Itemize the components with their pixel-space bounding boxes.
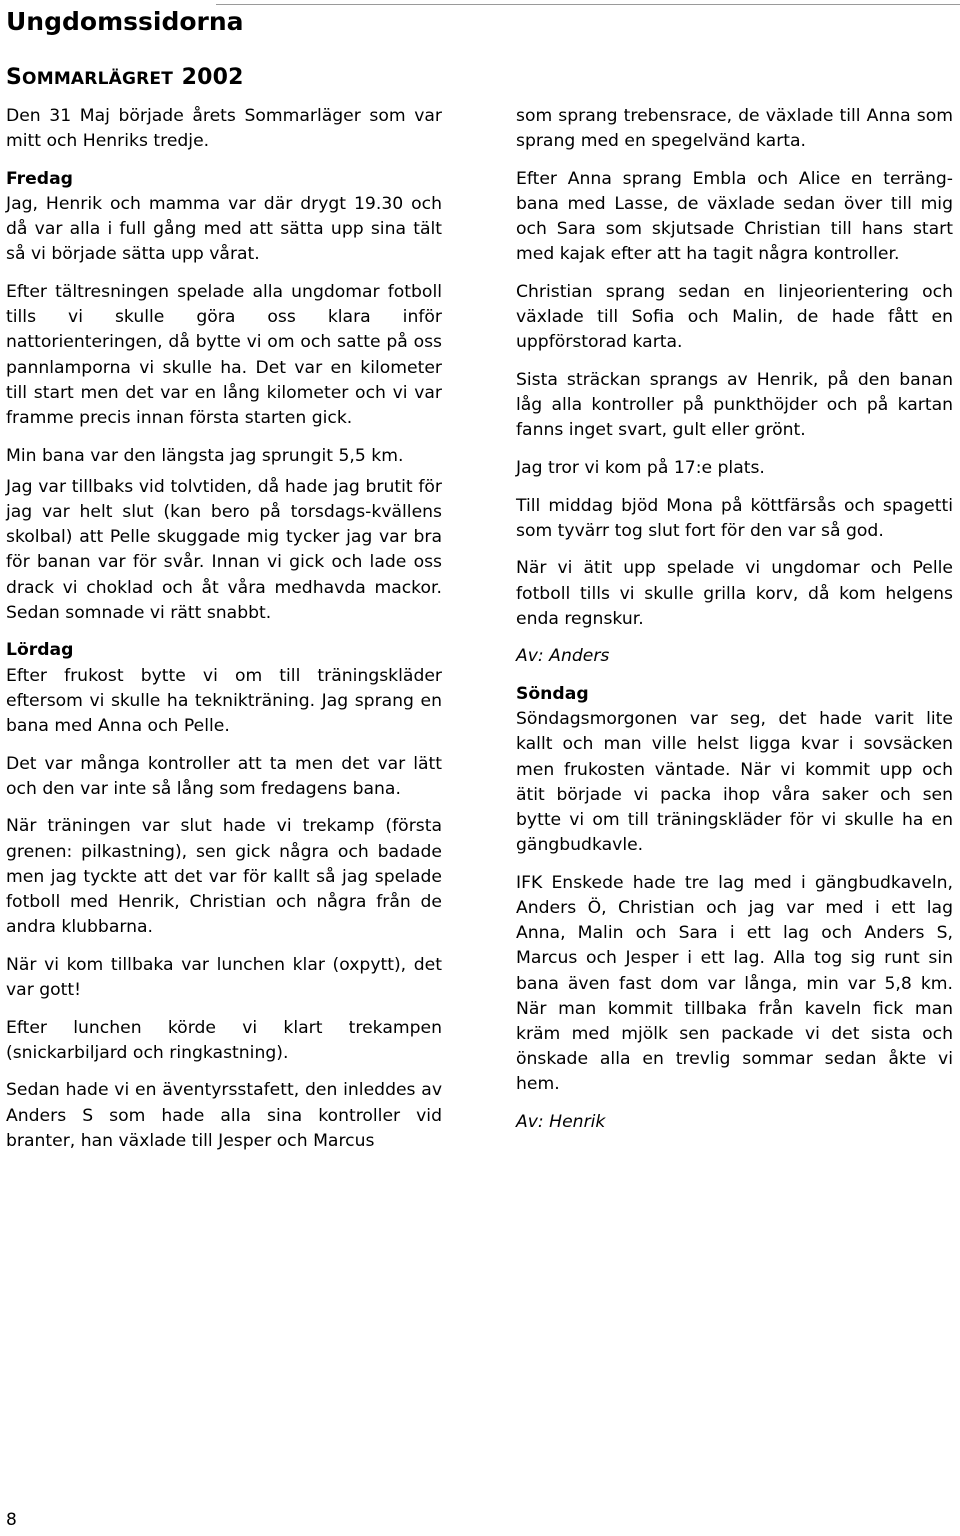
paragraph: Den 31 Maj började årets Sommarläger som var mitt och Henriks tredje. (6, 106, 442, 152)
paragraph-lordag (6, 638, 442, 739)
section-title: Ungdomssidorna (6, 7, 244, 36)
paragraph-sondag (516, 682, 953, 858)
paragraph-fredag (6, 167, 442, 268)
paragraph: Efter tältresningen spelade alla ungdomar fotboll tills vi skulle göra oss klara inför nattorienteringen, då bytte vi om och satte på oss pannlamporna vi skulle ha. Det var en kilometer till start men det var en lång kilometer och vi var framme precis innan första starten gick. (6, 282, 442, 429)
paragraph: Christian sprang sedan en linjeorientering och växlade till Sofia och Malin, de hade fått en uppförstorad karta. (516, 282, 953, 353)
article-title-caps: OMMARLÄGRET (22, 69, 174, 89)
article-title-year: 2002 (181, 65, 244, 90)
paragraph: När vi ätit upp spelade vi ungdomar och Pelle fotboll tills vi skulle grilla korv, då kom helgens enda regnskur. (516, 558, 953, 629)
paragraph: När träningen var slut hade vi trekamp (första grenen: pilkastning), sen gick några och badade men jag tyckte att det var för kallt så jag spelade fotboll med Henrik, Christian och några från de andra klubbarna. (6, 816, 442, 938)
subheading-fredag: Fredag (6, 168, 73, 189)
paragraph: Till middag bjöd Mona på köttfärsås och spagetti som tyvärr tog slut fort för den var så god. (516, 495, 953, 541)
paragraph: Min bana var den längsta jag sprungit 5,5 km. (6, 445, 404, 466)
header-rule (216, 4, 960, 5)
paragraph-text: Efter frukost bytte vi om till träningskläder eftersom vi skulle ha teknikträning. Jag sprang en bana med Anna och Pelle. (6, 665, 442, 737)
subheading-sondag: Söndag (516, 683, 589, 704)
paragraph: När vi kom tillbaka var lunchen klar (oxpytt), det var gott! (6, 954, 442, 1001)
paragraph: Efter lunchen körde vi klart trekampen (snickarbiljard och ringkastning). (6, 1017, 442, 1063)
paragraph: som sprang trebensrace, de växlade till Anna som sprang med en spegelvänd karta. (516, 106, 953, 152)
paragraph: Sista sträckan sprangs av Henrik, på den banan låg alla kontroller på punkthöjder och på kartan fanns inget svart, gult eller grönt. (516, 370, 953, 441)
subheading-lordag: Lördag (6, 640, 74, 661)
paragraph-text: Söndagsmorgonen var seg, det hade varit lite kallt och man ville helst ligga kvar i sovsäcken men frukosten väntade. När vi kommit upp och ätit började vi packa ihop våra saker och sen bytte vi om till träningskläder för vi skulle ha en gängbudkavle. (516, 709, 953, 856)
author-byline: Av: Anders (516, 646, 610, 667)
article-title (6, 61, 244, 94)
left-column (6, 104, 442, 1166)
paragraph: IFK Enskede hade tre lag med i gängbudkaveln, Anders Ö, Christian och jag var med i ett lag Anna, Malin och Sara i ett lag och Anders S, Marcus och Jesper i ett lag. Alla tog sig runt sin bana även fast dom var långa, min var 5,8 km. När man kommit tillbaka från kaveln fick man kräm med mjölk sen packade vi det sista och önskade alla en trevlig sommar sedan åkte vi hem. (516, 872, 953, 1095)
author-byline: Av: Henrik (516, 1112, 606, 1133)
paragraph: Jag var tillbaks vid tolvtiden, då hade jag brutit för jag var helt slut (kan bero på torsdags-kvällens skolbal) att Pelle skuggade mig tycker jag var bra för banan var för svår. Innan vi gick och lade oss drack vi choklad och åt våra medhavda mackor. Sedan somnade vi rätt snabbt. (6, 476, 442, 623)
paragraph: Efter Anna sprang Embla och Alice en terräng-bana med Lasse, de växlade sedan över till mig och Sara som skjutsade Christian till hans start med kajak efter att ha tagit några kontroller. (516, 168, 953, 265)
paragraph-text: Jag, Henrik och mamma var där drygt 19.30 och då var alla i full gång med att sätta upp sina tält så vi började sätta upp vårat. (6, 194, 442, 265)
article-title-initial: S (6, 65, 23, 90)
right-column (516, 104, 953, 1148)
paragraph: Sedan hade vi en äventyrsstafett, den inleddes av Anders S som hade alla sina kontroller vid branter, han växlade till Jesper och Marcus (6, 1080, 442, 1151)
paragraph: Det var många kontroller att ta men det var lätt och den var inte så lång som fredagens bana. (6, 753, 442, 799)
paragraph: Jag tror vi kom på 17:e plats. (516, 458, 765, 478)
page-number: 8 (6, 1510, 17, 1530)
